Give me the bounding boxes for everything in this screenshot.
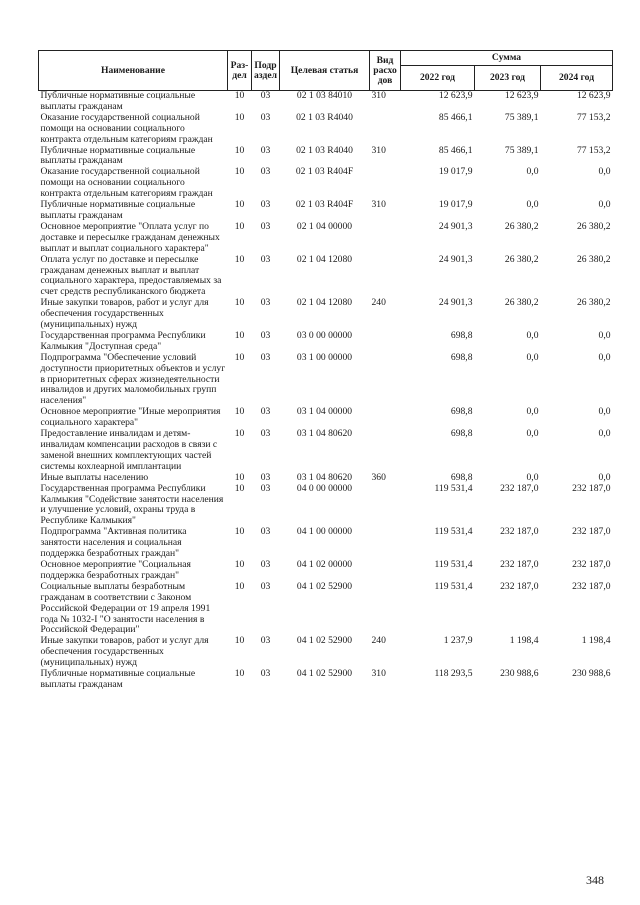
cell-section: 10 — [234, 558, 245, 570]
cell-section: 10 — [234, 144, 245, 156]
header-section — [228, 51, 252, 91]
header-2022: 2022 год — [401, 66, 475, 91]
cell-subsection: 03 — [260, 111, 271, 123]
cell-target: 02 1 04 12080 — [296, 253, 353, 265]
cell-2022: 118 293,5 — [434, 668, 473, 680]
header-section-bottom: дел — [232, 69, 247, 81]
table-row — [39, 167, 613, 200]
cell-name: Публичные нормативные социальные выплаты гражданам — [40, 90, 196, 112]
budget-table — [38, 50, 613, 691]
cell-2024: 0,0 — [598, 199, 611, 211]
cell-2023: 230 988,6 — [500, 668, 539, 680]
cell-2023: 75 389,1 — [504, 111, 539, 123]
cell-2024: 232 187,0 — [572, 580, 611, 592]
cell-section: 10 — [234, 406, 245, 418]
cell-kind: 360 — [371, 471, 386, 483]
cell-2022: 24 901,3 — [438, 297, 473, 309]
cell-name: Публичные нормативные социальные выплаты гражданам — [40, 144, 196, 167]
cell-2024: 0,0 — [598, 166, 611, 178]
cell-kind — [370, 222, 401, 255]
cell-subsection: 03 — [260, 668, 271, 680]
table-row — [39, 222, 613, 255]
cell-2022: 119 531,4 — [434, 482, 473, 494]
cell-target: 03 0 00 00000 — [296, 329, 353, 341]
cell-2024: 232 187,0 — [572, 482, 611, 494]
cell-2024: 0,0 — [598, 329, 611, 341]
cell-2022: 119 531,4 — [434, 580, 473, 592]
table-row — [39, 255, 613, 299]
cell-kind — [370, 429, 401, 473]
cell-section: 10 — [234, 635, 245, 647]
header-sum: Сумма — [401, 51, 613, 66]
cell-2024: 12 623,9 — [576, 90, 611, 101]
cell-2022: 24 901,3 — [438, 220, 473, 232]
cell-kind — [370, 484, 401, 528]
cell-target: 03 1 04 00000 — [296, 406, 353, 418]
cell-subsection: 03 — [260, 199, 271, 211]
cell-2024: 26 380,2 — [576, 253, 611, 265]
cell-kind — [370, 113, 401, 146]
cell-section: 10 — [234, 428, 245, 440]
cell-2024: 0,0 — [598, 428, 611, 440]
cell-2022: 85 466,1 — [438, 144, 473, 156]
cell-2022: 19 017,9 — [438, 166, 473, 178]
cell-2024: 26 380,2 — [576, 220, 611, 232]
table-row — [39, 298, 613, 331]
cell-subsection: 03 — [260, 144, 271, 156]
cell-name: Социальные выплаты безработным гражданам в соответствии с Законом Российской Федерации от 19 апреля 1991 года № 1032-I "О занятости населения в Российской Федерации" — [40, 580, 211, 636]
cell-2024: 77 153,2 — [576, 111, 611, 123]
cell-section: 10 — [234, 199, 245, 211]
cell-2023: 75 389,1 — [504, 144, 539, 156]
cell-target: 04 1 02 00000 — [296, 558, 353, 570]
table-row — [39, 407, 613, 429]
cell-2023: 26 380,2 — [504, 220, 539, 232]
cell-name: Государственная программа Республики Калмыкия "Содействие занятости населения и улучшение условий, охраны труда в Республике Калмыкия" — [40, 482, 224, 527]
cell-kind — [370, 407, 401, 429]
cell-kind — [370, 255, 401, 299]
cell-2022: 24 901,3 — [438, 253, 473, 265]
header-subsection-bottom: аздел — [254, 69, 277, 81]
cell-kind: 240 — [371, 297, 386, 309]
table-header — [39, 51, 613, 91]
cell-target: 02 1 03 84010 — [296, 90, 353, 101]
table-row — [39, 473, 613, 484]
cell-section: 10 — [234, 526, 245, 538]
cell-2022: 698,8 — [450, 471, 473, 483]
table-body — [39, 91, 613, 691]
cell-2022: 698,8 — [450, 406, 473, 418]
cell-section: 10 — [234, 111, 245, 123]
cell-subsection: 03 — [260, 220, 271, 232]
cell-section: 10 — [234, 90, 245, 101]
cell-target: 04 0 00 00000 — [296, 482, 353, 494]
cell-2022: 698,8 — [450, 428, 473, 440]
table-row — [39, 200, 613, 222]
cell-2024: 26 380,2 — [576, 297, 611, 309]
cell-target: 04 1 02 52900 — [296, 668, 353, 680]
cell-name: Иные выплаты населению — [40, 471, 149, 483]
cell-kind: 310 — [371, 668, 386, 680]
header-name: Наименование — [39, 51, 228, 91]
cell-section: 10 — [234, 166, 245, 178]
cell-2023: 0,0 — [526, 166, 539, 178]
header-kind — [370, 51, 401, 91]
cell-2023: 26 380,2 — [504, 253, 539, 265]
table-row — [39, 91, 613, 113]
cell-2022: 698,8 — [450, 351, 473, 363]
cell-section: 10 — [234, 668, 245, 680]
cell-name: Иные закупки товаров, работ и услуг для обеспечения государственных (муниципальных) нужд — [40, 297, 209, 331]
cell-subsection: 03 — [260, 580, 271, 592]
cell-target: 02 1 04 00000 — [296, 220, 353, 232]
cell-target: 04 1 02 52900 — [296, 635, 353, 647]
cell-kind — [370, 167, 401, 200]
cell-2023: 0,0 — [526, 351, 539, 363]
cell-name: Основное мероприятие "Социальная поддержка безработных граждан" — [40, 558, 191, 581]
cell-target: 02 1 03 R404F — [295, 166, 354, 178]
table-row — [39, 527, 613, 560]
cell-subsection: 03 — [260, 297, 271, 309]
cell-2024: 232 187,0 — [572, 526, 611, 538]
cell-2024: 0,0 — [598, 351, 611, 363]
cell-subsection: 03 — [260, 90, 271, 101]
cell-name: Иные закупки товаров, работ и услуг для обеспечения государственных (муниципальных) нужд — [40, 635, 209, 669]
table-row — [39, 429, 613, 473]
header-section-top: Раз- — [230, 59, 249, 71]
cell-kind — [370, 582, 401, 637]
cell-name: Публичные нормативные социальные выплаты гражданам — [40, 668, 196, 690]
cell-2023: 1 198,4 — [509, 635, 539, 647]
cell-subsection: 03 — [260, 351, 271, 363]
cell-section: 10 — [234, 580, 245, 592]
cell-name: Оказание государственной социальной помощи на основании социального контракта отдельным категориям граждан — [40, 111, 213, 145]
cell-section: 10 — [234, 329, 245, 341]
cell-2022: 119 531,4 — [434, 526, 473, 538]
header-kind-1: Вид — [376, 54, 394, 66]
cell-2022: 698,8 — [450, 329, 473, 341]
cell-2023: 232 187,0 — [500, 482, 539, 494]
cell-target: 03 1 04 80620 — [296, 428, 353, 440]
cell-2024: 230 988,6 — [572, 668, 611, 680]
header-2024: 2024 год — [541, 66, 613, 91]
table-row — [39, 582, 613, 637]
cell-subsection: 03 — [260, 526, 271, 538]
cell-name: Подпрограмма "Обеспечение условий доступности приоритетных объектов и услуг в приоритетных сферах жизнедеятельности инвалидов и других маломобильных групп населения" — [40, 351, 226, 407]
table-row — [39, 669, 613, 691]
cell-subsection: 03 — [260, 329, 271, 341]
cell-2022: 19 017,9 — [438, 199, 473, 211]
cell-2023: 232 187,0 — [500, 558, 539, 570]
cell-target: 02 1 03 R404F — [295, 199, 354, 211]
cell-subsection: 03 — [260, 482, 271, 494]
table-row — [39, 636, 613, 669]
cell-2023: 232 187,0 — [500, 580, 539, 592]
cell-2023: 0,0 — [526, 428, 539, 440]
cell-2024: 1 198,4 — [581, 635, 611, 647]
cell-name: Государственная программа Республики Калмыкия "Доступная среда" — [40, 329, 206, 352]
header-2023: 2023 год — [475, 66, 541, 91]
table-row — [39, 113, 613, 146]
cell-subsection: 03 — [260, 166, 271, 178]
cell-section: 10 — [234, 482, 245, 494]
cell-2023: 232 187,0 — [500, 526, 539, 538]
cell-kind: 310 — [371, 90, 386, 101]
cell-section: 10 — [234, 297, 245, 309]
cell-kind: 310 — [371, 144, 386, 156]
cell-target: 02 1 03 R4040 — [296, 144, 353, 156]
cell-2023: 12 623,9 — [504, 90, 539, 101]
cell-subsection: 03 — [260, 635, 271, 647]
cell-name: Предоставление инвалидам и детям-инвалидам компенсации расходов в связи с заменой внешних комплектующих частей системы кохлеарной имплантации — [40, 428, 218, 472]
cell-subsection: 03 — [260, 471, 271, 483]
cell-name: Основное мероприятие "Оплата услуг по доставке и пересылке гражданам денежных выплат и выплат социального характера" — [40, 220, 220, 254]
cell-section: 10 — [234, 471, 245, 483]
cell-subsection: 03 — [260, 558, 271, 570]
cell-target: 02 1 03 R4040 — [296, 111, 353, 123]
header-subsection — [252, 51, 280, 91]
cell-2024: 0,0 — [598, 406, 611, 418]
cell-name: Основное мероприятие "Иные мероприятия социального характера" — [40, 406, 221, 429]
cell-2024: 0,0 — [598, 471, 611, 483]
cell-2024: 232 187,0 — [572, 558, 611, 570]
cell-name: Оказание государственной социальной помощи на основании социального контракта отдельным категориям граждан — [40, 166, 213, 200]
cell-section: 10 — [234, 253, 245, 265]
cell-target: 04 1 02 52900 — [296, 580, 353, 592]
cell-subsection: 03 — [260, 428, 271, 440]
table-row — [39, 353, 613, 408]
cell-2022: 1 237,9 — [443, 635, 473, 647]
cell-2023: 26 380,2 — [504, 297, 539, 309]
cell-name: Публичные нормативные социальные выплаты гражданам — [40, 199, 196, 221]
table-row — [39, 331, 613, 353]
table-row — [39, 560, 613, 582]
cell-subsection: 03 — [260, 406, 271, 418]
cell-section: 10 — [234, 351, 245, 363]
cell-name: Подпрограмма "Активная политика занятости населения и социальная поддержка безработных граждан" — [40, 526, 187, 560]
header-target: Целевая статья — [280, 51, 370, 91]
cell-kind — [370, 353, 401, 408]
cell-target: 02 1 04 12080 — [296, 297, 353, 309]
cell-target: 03 1 04 80620 — [296, 471, 353, 483]
cell-target: 03 1 00 00000 — [296, 351, 353, 363]
cell-2023: 0,0 — [526, 406, 539, 418]
cell-kind — [370, 527, 401, 560]
cell-2022: 119 531,4 — [434, 558, 473, 570]
cell-kind: 310 — [371, 199, 386, 211]
cell-name: Оплата услуг по доставке и пересылке гражданам денежных выплат и выплат социального характера, предоставляемых за счет средств республиканского бюджета — [40, 253, 222, 298]
cell-2022: 85 466,1 — [438, 111, 473, 123]
table-row — [39, 484, 613, 528]
table-row — [39, 146, 613, 168]
cell-kind — [370, 331, 401, 353]
cell-2023: 0,0 — [526, 199, 539, 211]
cell-section: 10 — [234, 220, 245, 232]
cell-target: 04 1 00 00000 — [296, 526, 353, 538]
cell-kind — [370, 560, 401, 582]
cell-2022: 12 623,9 — [438, 90, 473, 101]
cell-2023: 0,0 — [526, 471, 539, 483]
cell-2023: 0,0 — [526, 329, 539, 341]
cell-2024: 77 153,2 — [576, 144, 611, 156]
page-number: 348 — [586, 873, 604, 887]
header-subsection-top: Подр — [254, 59, 277, 71]
cell-kind: 240 — [371, 635, 386, 647]
cell-subsection: 03 — [260, 253, 271, 265]
header-kind-3: дов — [377, 74, 393, 86]
header-kind-2: расхо — [373, 64, 397, 76]
